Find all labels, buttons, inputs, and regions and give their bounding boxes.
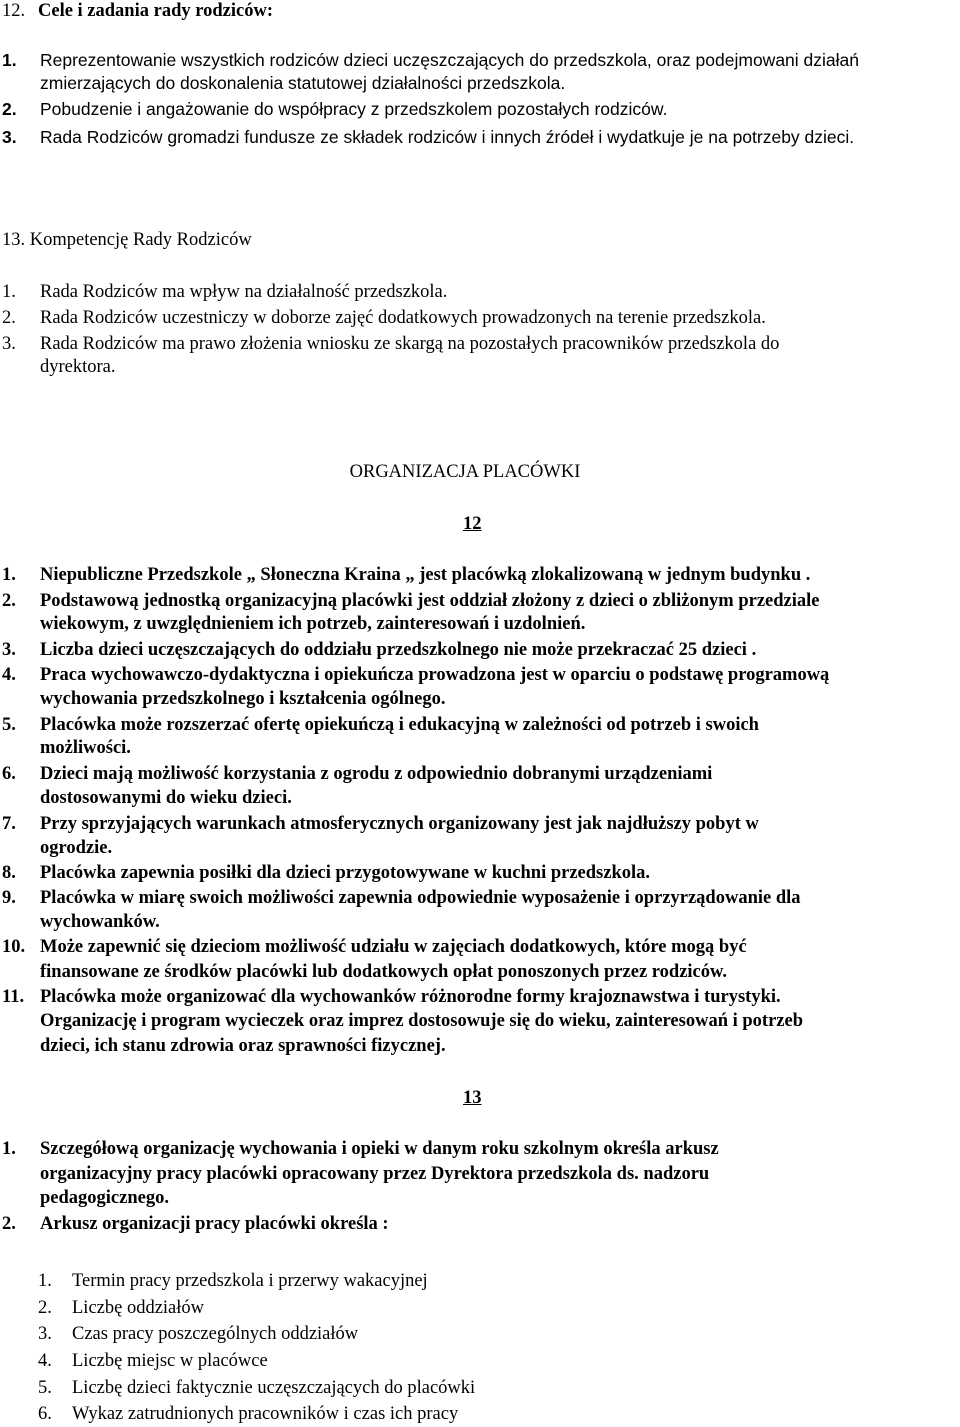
section-12-title: Cele i zadania rady rodziców: bbox=[38, 1, 273, 21]
section-13-heading: 13. Kompetencję Rady Rodziców bbox=[2, 230, 252, 250]
paragraph-13-label: 13 bbox=[463, 1088, 482, 1108]
paragraph-12-label: 12 bbox=[463, 514, 482, 534]
section-12-number: 12. bbox=[2, 1, 26, 21]
organizacja-title: ORGANIZACJA PLACÓWKI bbox=[349, 462, 581, 482]
